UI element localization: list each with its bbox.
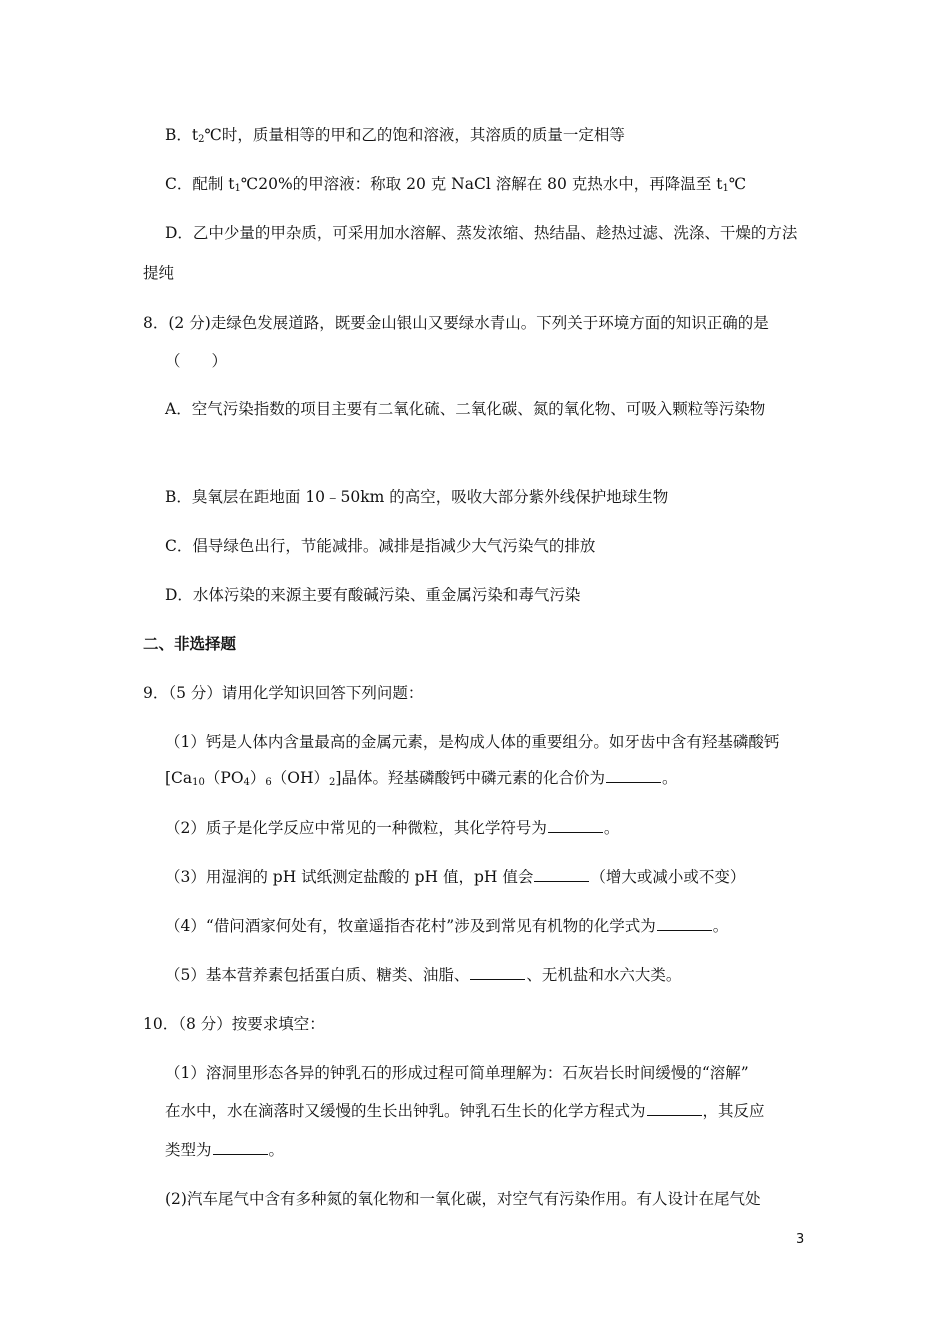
q9-part4: （4）“借问酒家何处有，牧童遥指杏花村”涉及到常见有机物的化学式为 。 [165,917,729,935]
q9-part1-line2: $[Ca_{10}(PO_4)_6(OH)_2]$晶体。羟基磷酸钙中磷元素的化合价为 。 [165,769,678,788]
q7-option-c: C．配制 $t_1℃20\%$的甲溶液：称取 20 克 NaCl 溶解在 80 克热水中，再降温至 $t_1℃$ [165,175,747,194]
q10-stem: 10．（8 分）按要求填空： [143,1015,325,1033]
q7-option-d-line1: D．乙中少量的甲杂质，可采用加水溶解、蒸发浓缩、热结晶、趁热过滤、洗涤、干燥的方法 [165,224,798,242]
q9-stem: 9．（5 分）请用化学知识回答下列问题： [143,684,424,702]
answer-blank[interactable] [213,1140,268,1155]
q8-stem-line1: 8．(2 分)走绿色发展道路，既要金山银山又要绿水青山。下列关于环境方面的知识正确的是 [143,314,769,332]
q9-part1-line1: （1）钙是人体内含量最高的金属元素，是构成人体的重要组分。如牙齿中含有羟基磷酸钙 [165,733,780,751]
answer-blank[interactable] [606,768,661,783]
q8-stem-line2: （ ） [165,352,228,370]
answer-blank[interactable] [470,965,525,980]
answer-blank[interactable] [548,818,603,833]
q10-part1-line1: （1）溶洞里形态各异的钟乳石的形成过程可简单理解为：石灰岩长时间缓慢的“溶解” [165,1064,749,1082]
answer-blank[interactable] [534,867,589,882]
q8-option-b: B．臭氧层在距地面 10﹣50km 的高空，吸收大部分紫外线保护地球生物 [165,488,669,506]
section-title: 二、非选择题 [143,635,237,653]
q10-part2-line1: (2)汽车尾气中含有多种氮的氧化物和一氧化碳，对空气有污染作用。有人设计在尾气处 [165,1190,761,1208]
answer-blank[interactable] [647,1101,702,1116]
q10-part1-line3: 类型为 。 [165,1141,285,1159]
page-number: 3 [796,1232,805,1247]
q7-option-d-line2: 提纯 [143,264,175,282]
q8-option-c: C．倡导绿色出行，节能减排。减排是指减少大气污染气的排放 [165,537,596,555]
q9-part5: （5）基本营养素包括蛋白质、糖类、油脂、 、无机盐和水六大类。 [165,966,682,984]
answer-blank[interactable] [657,916,712,931]
q9-part2: （2）质子是化学反应中常见的一种微粒，其化学符号为 。 [165,819,620,837]
q9-part3: （3）用湿润的 pH 试纸测定盐酸的 pH 值，pH 值会 （增大或减小或不变） [165,868,746,886]
q8-option-a: A．空气污染指数的项目主要有二氧化硫、二氧化碳、氮的氧化物、可吸入颗粒等污染物 [165,400,766,418]
q8-option-d: D．水体污染的来源主要有酸碱污染、重金属污染和毒气污染 [165,586,581,604]
q10-part1-line2: 在水中，水在滴落时又缓慢的生长出钟乳。钟乳石生长的化学方程式为 ，其反应 [165,1102,765,1120]
q7-option-b: B．$t_2℃$时，质量相等的甲和乙的饱和溶液，其溶质的质量一定相等 [165,126,625,145]
